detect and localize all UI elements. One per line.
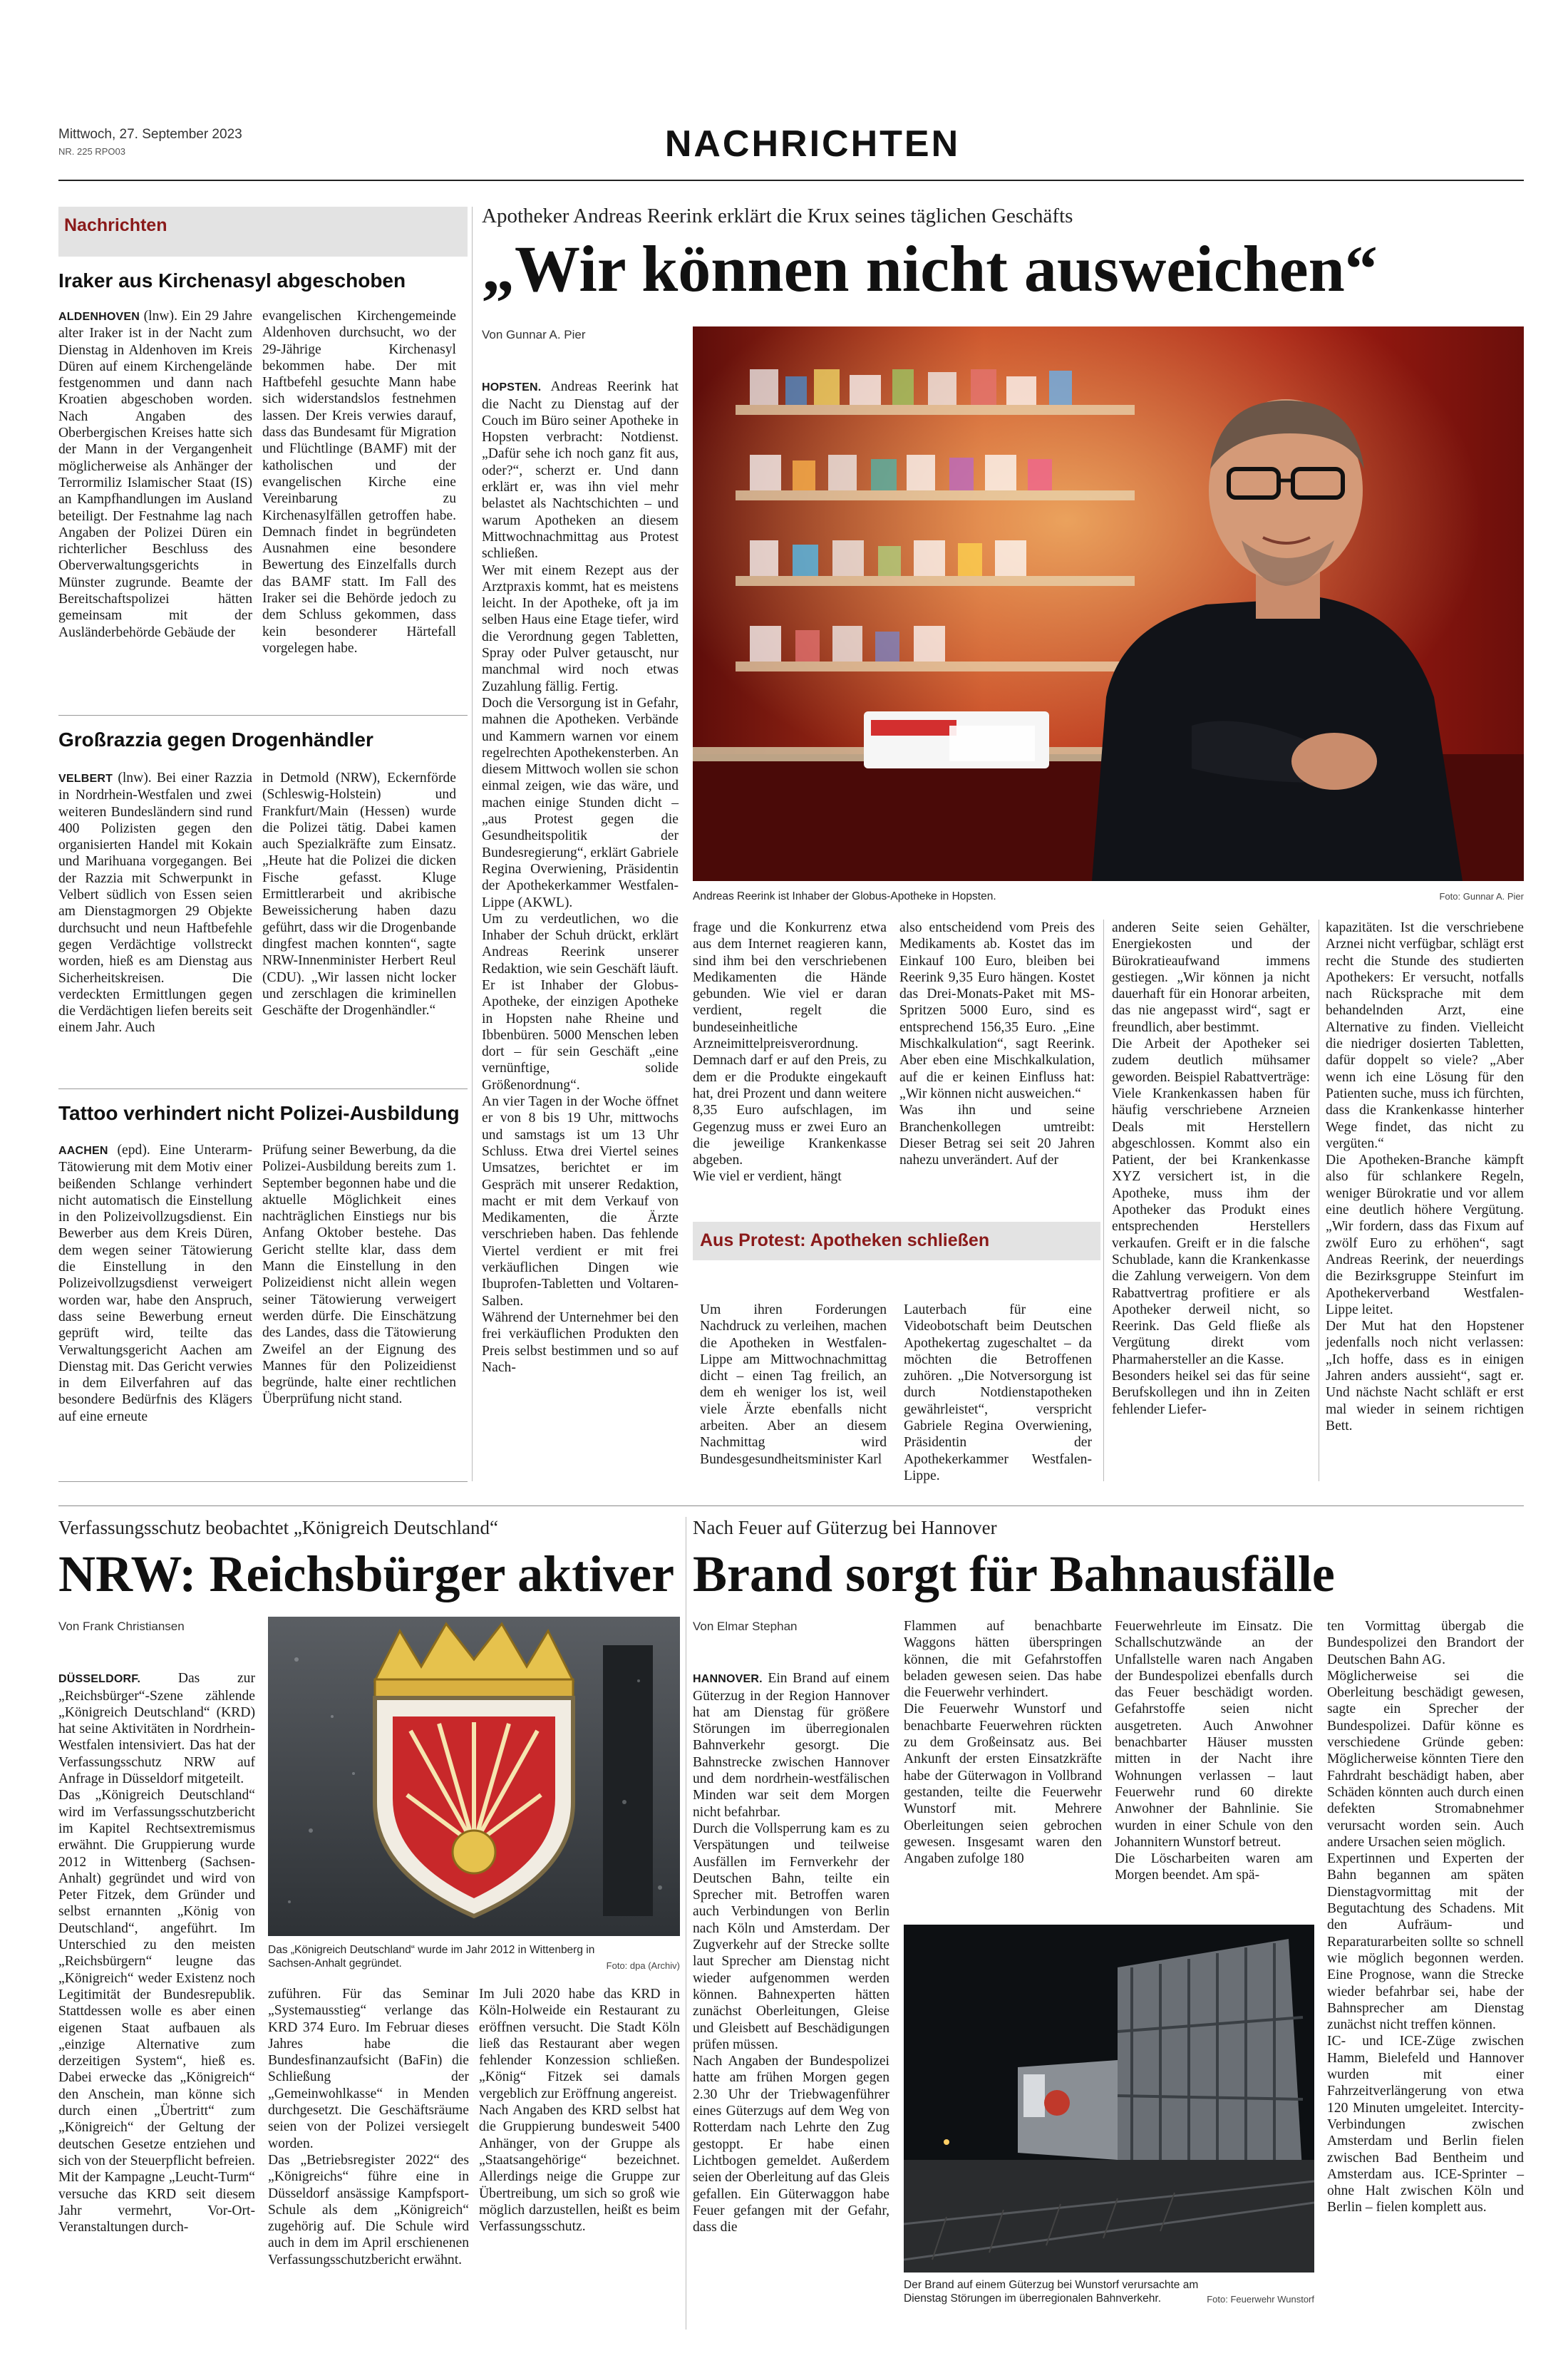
crest-illustration [268,1617,680,1936]
sidebar-item-2-col2: in Detmold (NRW), Eckernförde (Schleswig-Holstein) und Frankfurt/Main (Hessen) wurde die Polizei tätig. Dabei kamen auch Spezialkräfte zum Einsatz. „Heute hat die Polizei die dicken Fische gefasst. Kluge Ermittlerarbeit und akribische Beweissicherung haben dazu geführt, dass wir die Drogenbande dingfest machen konnten“, sagte NRW-Innenminister Herbert Reul (CDU). „Wir lassen nicht locker und zerschlagen die kriminellen Geschäfte der Drogenhändler.“ [262,771,456,1019]
lead-col3: also entscheidend vom Preis des Medikaments ab. Kostet das im Einkauf 100 Euro, bleiben bei Reerink 9,35 Euro hängen. Kostet das Drei-Monats-Paket mit MS-Spritzen 5000 Euro, sind es entsprechend 156,35 Euro. „Eine Mischkalkulation“, sagt Reerink. Aber eben eine Mischkalkulation, auf die er keinen Einfluss hat: „Wir können nicht ausweichen.“ Was ihn und seine Branchenkollegen umtreibt: Dieser Betrag sei seit 20 Jahren nahezu unverändert. Auf der [899,920,1095,1168]
lead-col4: anderen Seite seien Gehälter, Energiekosten und der Bürokratieaufwand immens gestiegen. „Wir können ja nicht dauerhaft für ein Honorar arbeiten, das nie angepasst wird“, sagt er freundlich, aber bestimmt. Die Arbeit der Apotheker sei zudem deutlich mühsamer geworden. Beispiel Rabattverträge: Viele Krankenkassen haben für häufig verschriebene Arzneien Deals mit Herstellern abgeschlossen. Kommt also ein Patient, der bei Krankenkasse XYZ versichert ist, in die Apotheke, muss ihm der Apotheker das Produkt eines entsprechenden Herstellers verkaufen. Greift er in die falsche Schublade, kann die Krankenkasse die Zahlung verweigern. Von dem Rabattvertrag profitiere er als Apotheker derweil nicht, so Reerink. Das Geld fließe als Vergütung direkt vom Pharmahersteller an die Kasse. Besonders heikel sei das für seine Berufskollegen und ihn in Zeiten fehlender Liefer- [1112,920,1310,1417]
train-fire-photo-caption: Der Brand auf einem Güterzug bei Wunstorf verursachte am Dienstag Störungen im überregionalen Bahnverkehr. [904,2279,1199,2305]
sidebar-item-3-text-a: Eine Unterarm-Tätowierung mit dem Motiv einer beißenden Schlange verhindert nicht automatisch die Einstellung in den Polizeivollzugsdienst. Ein Bewerber aus dem Kreis Düren, dem wegen seiner Tätowierung die Einstellung in den Polizeivollzugsdienst verweigert worden war, habe den Anspruch, dass seine Bewerbung erneut geprüft wird, teilte das Verwaltungsgericht Aachen am Dienstag mit. Das Gericht verwies in dem Eilverfahren auf das besondere Bedürfnis des Klägers auf eine erneute [58,1143,252,1424]
train-illustration [904,1925,1314,2273]
section-title: NACHRICHTEN [664,123,961,165]
dateline: AACHEN [58,1145,108,1157]
issue-number: NR. 225 RPO03 [58,146,125,157]
section-rule [58,1505,1524,1506]
train-fire-photo-credit: Foto: Feuerwehr Wunstorf [1207,2294,1314,2305]
koenigreich-photo-caption: Das „Königreich Deutschland“ wurde im Jahr 2012 in Wittenberg in Sachsen-Anhalt gegründet. [268,1944,595,1970]
sidebar-item-2-title: Großrazzia gegen Drogenhändler [58,729,373,751]
reichsbuerger-headline: NRW: Reichsbürger aktiver [58,1545,675,1602]
protest-box-header [693,1222,1100,1260]
dateline: VELBERT [58,773,113,785]
koenigreich-photo [268,1617,680,1936]
bahn-headline: Brand sorgt für Bahnausfälle [693,1545,1335,1602]
agency: (epd). [117,1143,150,1158]
box-divider [1103,920,1104,1481]
sidebar-rule-2 [58,1088,468,1089]
sidebar-item-1-col1 [58,308,252,641]
agency: (lnw). [118,771,152,786]
bahn-col2: Flammen auf benachbarte Waggons hätten überspringen können, die mit Gefahrstoffen beladen gewesen seien. Das habe die Feuerwehr verhindert. Die Feuerwehr Wunstorf und benachbarte Feuerwehren rückten zu dem Großeinsatz aus. Bei Ankunft der ersten Einsatzkräfte habe der Güterwagon in Vollbrand gestanden, teilte die Feuerwehr Wunstorf mit. Mehrere Oberleitungen seien gebrochen gewesen. Insgesamt waren den Angaben zufolge 180 [904,1619,1102,1867]
lead-headline: „Wir können nicht ausweichen“ [482,232,1378,305]
sidebar-label: Nachrichten [64,215,167,235]
sidebar-item-3-col1 [58,1142,252,1425]
sidebar-divider [472,207,473,1481]
lead-kicker: Apotheker Andreas Reerink erklärt die Krux seines täglichen Geschäfts [482,205,1073,227]
sidebar-item-1-text-a: Ein 29 Jahre alter Iraker ist in der Nacht zum Dienstag in Aldenhoven im Kreis Düren auf einem Kirchengelände festgenommen und dann nach Kroatien abgeschoben worden. Nach Angaben des Oberbergischen Kreises hatte sich der Mann in der Vergangenheit möglicherweise als Anhänger der Terrormiliz Islamischer Staat (IS) an Kampfhandlungen im Ausland beteiligt. Der Festnahme lag nach Angaben der Polizei Düren ein richterlicher Beschluss des Oberverwaltungsgerichts in Münster zugrunde. Beamte der Bereitschaftspolizei hätten gemeinsam mit der Ausländerbehörde Gebäude der [58,309,252,640]
lead-col1-text: Andreas Reerink hat die Nacht zu Dienstag auf der Couch im Büro seiner Apotheke in Hopsten verbracht: Notdienst. „Dafür sehe ich noch ganz fit aus, oder?“, scherzt er. Und dann erklärt er, was ihn viel mehr belastet als Nachtschichten – und warum Apotheken an diesem Mittwochnachmittag aus Protest schließen. Wer mit einem Rezept aus der Arztpraxis kommt, hat es meistens leicht. In der Apotheke, oft ja im selben Haus eine Etage tiefer, wird die Verordnung gegen Tabletten, Spray oder Pulver getauscht, nur manchmal wird noch etwas Zuzahlung fällig. Fertig. Doch die Versorgung ist in Gefahr, mahnen die Apotheken. Verbände und Kammern warnen vor einem regelrechten Apothekensterben. An diesem Mittwoch wollen sie schon einmal zeigen, wie das wäre, und machen einige Stunden dicht – „aus Protest gegen die Gesundheitspolitik der Bundesregierung“, erklärt Gabriele Regina Overwiening, Präsidentin der Apothekerkammer Westfalen-Lippe (AKWL). Um zu verdeutlichen, wo die Inhaber der Schuh drückt, erklärt Andreas Reerink unserer Redaktion, wie sein Geschäft läuft. Er ist Inhaber der Globus-Apotheke, der einzigen Apotheke in Hopsten nahe Rheine und Ibbenbüren. 5000 Menschen leben dort – für sein Geschäft „eine vernünftige, solide Größenordnung“. An vier Tagen in der Woche öffnet er von 8 bis 19 Uhr, mittwochs und samstags ist um 13 Uhr Schluss. Etwa drei Viertel seines Umsatzes, berichtet er im Gespräch mit unserer Redaktion, macht er mit dem Verkauf von Medikamenten, die Ärzte verschrieben haben. Das fehlende Viertel verdient er mit frei verkäuflichen Dingen wie Ibuprofen-Tabletten und Voltaren-Salben. Während der Unternehmer bei den frei verkäuflichen Produkten den Preis selbst bestimmen und so auf Nach- [482,379,679,1375]
dateline: DÜSSELDORF. [58,1673,141,1686]
lead-col1 [482,362,679,1376]
dateline: HOPSTEN. [482,381,542,394]
sidebar-item-3-col2: Prüfung seiner Bewerbung, da die Polizei-Ausbildung bereits zum 1. September begonnen habe und die aktuelle Möglichkeit eines nachträglichen Einstiegs nur bis Anfang Oktober bestehe. Das Gericht stellte klar, dass dem Mann die Einstellung in den Polizeidienst nicht allein wegen seiner Tätowierung verweigert werden dürfe. Die Einschätzung des Landes, dass die Tätowierung Zweifel an der Eignung des Mannes für den Polizeidienst begründe, halte einer rechtlichen Überprüfung nicht stand. [262,1143,456,1407]
bahn-col1 [693,1654,889,2235]
bahn-col4: ten Vormittag übergab die Bundespolizei den Brandort der Deutschen Bahn AG. Möglicherweise sei die Oberleitung beschädigt gewesen, sagte ein Sprecher der Bundespolizei. Dafür könne es verschiedene Gründe geben: Möglicherweise könnten Tiere den Fahrdraht beschädigt haben, aber Schäden könnten auch durch einen defekten Stromabnehmer verursacht worden sein. Auch andere Ursachen seien möglich. Expertinnen und Experten der Bahn begannen am späten Dienstagvormittag mit der Begutachtung des Schadens. Mit den Aufräum- und Reparaturarbeiten sollte so schnell wie möglich begonnen werden. Eine Prognose, wann die Strecke wieder befahrbar sei, habe der Bahnsprecher am Dienstag zunächst nicht treffen können. IC- und ICE-Züge zwischen Hamm, Bielefeld und Hannover wurden mit einer Fahrzeitverlängerung von etwa 120 Minuten umgeleitet. Intercity-Verbindungen zwischen Amsterdam und Berlin fielen zwischen Bad Bentheim und Amsterdam aus. ICE-Sprinter – ohne Halt zwischen Köln und Berlin – fielen komplett aus. [1327,1619,1524,2215]
reichsbuerger-col1 [58,1654,255,2235]
pharmacist-photo-credit: Foto: Gunnar A. Pier [1439,891,1524,902]
protest-box-title: Aus Protest: Apotheken schließen [700,1230,990,1250]
train-fire-photo [904,1925,1314,2273]
reichsbuerger-col3: Im Juli 2020 habe das KRD in Köln-Holweide ein Restaurant zu eröffnen versucht. Die Stadt Köln ließ das Restaurant aber wegen fehlender Konzession schließen. „König“ Fitzek sei damals vergeblich zur Eröffnung angereist. Nach Angaben des KRD selbst hat die Gruppierung bundesweit 5400 Anhänger, von der Gruppe als „Staatsangehörige“ bezeichnet. Allerdings neige die Gruppe zur Übertreibung, um sich so groß wie möglich darzustellen, heißt es beim Verfassungsschutz. [479,1987,680,2235]
sidebar-item-2-col1 [58,770,252,1036]
sidebar-item-1-col2: evangelischen Kirchengemeinde Aldenhoven durchsucht, wo der 29-Jährige Kirchenasyl bekommen habe. Der mit Haftbefehl gesuchte Mann habe sich widerstandslos festnehmen lassen. Der Kreis verwies darauf, dass das Bundesamt für Migration und Flüchtlinge (BAMF) mit der katholischen und der evangelischen Kirche eine Vereinbarung zu Kirchenasylfällen getroffen habe. Demnach findet in begründeten Ausnahmen eine besondere Bewertung des Einzelfalls durch das BAMF statt. Im Fall des Iraker sei die Behörde jedoch zu dem Schluss gekommen, dass kein besonderer Härtefall vorgelegen habe. [262,309,456,656]
pharmacist-photo-caption: Andreas Reerink ist Inhaber der Globus-Apotheke in Hopsten. [693,890,996,902]
sidebar-label-bar [58,207,468,257]
reichsbuerger-byline: Von Frank Christiansen [58,1620,185,1633]
sidebar-item-3-title: Tattoo verhindert nicht Polizei-Ausbildung [58,1102,460,1124]
dateline: HANNOVER. [693,1673,763,1686]
protest-box-col1: Um ihren Forderungen Nachdruck zu verleihen, machen die Apotheken in Westfalen-Lippe am Mittwochnachmittag dicht – einen Tag freilich, an dem eh weniger los ist, weil viele Ärzte ebenfalls nicht arbeiten. Aber an diesem Nachmittag wird Bundesgesundheitsminister Karl [700,1302,887,1467]
agency: (lnw). [143,309,177,324]
reichsbuerger-kicker: Verfassungsschutz beobachtet „Königreich Deutschland“ [58,1517,499,1538]
protest-box-col2: Lauterbach für eine Videobotschaft beim Deutschen Apothekertag zugeschaltet – da möchten die Betroffenen zuhören. „Die Notversorgung ist durch Notdienstapotheken gewährleistet“, verspricht Gabriele Regina Overwiening, Präsidentin der Apothekerkammer Westfalen-Lippe. [904,1302,1092,1483]
koenigreich-photo-credit: Foto: dpa (Archiv) [606,1960,680,1971]
masthead-rule [58,180,1524,181]
reichsbuerger-col1-text: Das zur „Reichsbürger“-Szene zählende „Königreich Deutschland“ (KRD) hat seine Aktivitäten in Nordrhein-Westfalen intensiviert. Das hat der Verfassungsschutz NRW auf Anfrage in Düsseldorf mitgeteilt. Das „Königreich Deutschland“ wird im Verfassungsschutzbericht im Kapitel Rechtsextremismus erwähnt. Die Gruppierung wurde 2012 in Wittenberg (Sachsen-Anhalt) gegründet und wird von Peter Fitzek, dem Gründer und selbst ernannten „König von Deutschland“, angeführt. Im Unterschied zu den meisten „Reichsbürgern“ leugne das „Königreich“ weder Existenz noch Legitimität der Bundesrepublik. Stattdessen wolle es aber einen eigenen Staat aufbauen als „einzige Alternative zum derzeitigen System“, hieß es. Dabei erwecke das „Königreich“ den Anschein, man könne sich durch einen „Übertritt“ zum „Königreich“ der Geltung der deutschen Gesetze entziehen und sich von der Steuerpflicht befreien. Mit der Kampagne „Leucht-Turm“ versuche das KRD seit diesem Jahr vermehrt, Vor-Ort-Veranstaltungen durch- [58,1671,255,2235]
pharmacist-photo [693,326,1524,881]
issue-date: Mittwoch, 27. September 2023 [58,127,242,142]
sidebar-rule-1 [58,715,468,716]
sidebar-item-1-title: Iraker aus Kirchenasyl abgeschoben [58,269,406,292]
dateline: ALDENHOVEN [58,311,140,323]
bahn-kicker: Nach Feuer auf Güterzug bei Hannover [693,1517,997,1538]
sidebar-item-2-text-a: Bei einer Razzia in Nordrhein-Westfalen und zwei weiteren Bundesländern sind rund 400 Polizisten gegen den organisierten Handel mit Kokain und Marihuana vorgegangen. Bei der Razzia mit Schwerpunkt in Velbert südlich von Essen seien am Dienstagmorgen 29 Objekte durchsucht und neun Haftbefehle gegen Verdächtige vollstreckt worden, hieß es am Dienstag aus Sicherheitskreisen. Die verdeckten Ermittlungen gegen die Verdächtigen liefen bereits seit einem Jahr. Auch [58,771,253,1036]
bahn-col3: Feuerwehrleute im Einsatz. Die Schallschutzwände an der Unfallstelle waren nach Angaben der Bundespolizei ebenfalls durch das Feuer beschädigt worden. Gefahrstoffe seien nicht ausgetreten. Auch Anwohner benachbarter Häuser mussten mitten in der Nacht ihre Wohnungen verlassen – laut Feuerwehr rund 60 direkte Anwohner der Bahnlinie. Sie wurden in einer Schule von den Johannitern Wunstorf betreut. Die Löscharbeiten waren am Morgen beendet. Am spä- [1115,1619,1313,1883]
sidebar-bottom-rule [58,1481,468,1482]
lead-byline: Von Gunnar A. Pier [482,328,586,341]
bahn-byline: Von Elmar Stephan [693,1620,798,1633]
pharmacist-illustration [693,326,1524,881]
lead-col5: kapazitäten. Ist die verschriebene Arznei nicht verfügbar, schlägt erst recht die Stunde des studierten Apothekers: Er versucht, notfalls nach Rücksprache mit dem behandelnden Arzt, eine Alternative zu finden. Vielleicht die niedriger dosierten Tabletten, dafür doppelt so viele? „Aber wenn ich eine Lösung für den Patienten suche, muss ich fürchten, dass die Krankenkasse hinterher Wege findet, das nicht zu vergüten.“ Die Apotheken-Branche kämpft also für schlankere Regeln, weniger Bürokratie und vor allem eine deutlich höhere Vergütung. „Wir fordern, dass das Fixum auf zwölf Euro zu erhöhen“, sagt Andreas Reerink, der neuerdings die Bezirksgruppe Steinfurt im Apothekerverband Westfalen-Lippe leitet. Der Mut hat den Hopstener jedenfalls noch nicht verlassen: „Ich hoffe, dass es in einigen Jahren anders aussieht“, sagt er. Und nächste Nacht schläft er erst mal wieder in seinem richtigen Bett. [1326,920,1524,1434]
bahn-col1-text: Ein Brand auf einem Güterzug in der Region Hannover hat am Dienstag für größere Störungen im überregionalen Bahnverkehr gesorgt. Die Bahnstrecke zwischen Hannover und dem nordrhein-westfälischen Minden war seit dem Morgen nicht befahrbar. Durch die Vollsperrung kam es zu Verspätungen und teilweise Ausfällen im Fernverkehr der Deutschen Bahn, teilte ein Sprecher mit. Betroffen waren auch Verbindungen von Berlin nach Köln und Amsterdam. Der Zugverkehr auf der Strecke sollte laut Sprecher am Dienstag nicht wieder aufgenommen werden können. Bahnexperten hätten zunächst Oberleitungen, Gleise und Gleisbett auf Beschädigungen prüfen müssen. Nach Angaben der Bundespolizei hatte am frühen Morgen gegen 2.30 Uhr der Triebwagenführer eines Güterzugs auf dem Weg von Rotterdam nach Lehrte den Zug gestoppt. Er habe einen Lichtbogen gemeldet. Außerdem seien der Oberleitung auf das Gleis gefallen. Ein Güterwaggon habe Feuer gefangen mit der Gefahr, dass die [693,1671,889,2235]
reichsbuerger-col2: zuführen. Für das Seminar „Systemausstieg“ verlange das KRD 374 Euro. Im Februar dieses Jahres habe die Bundesfinanzaufsicht (BaFin) die Schließung der „Gemeinwohlkasse“ in Menden durchgesetzt. Die Geschäftsräume seien von der Polizei versiegelt worden. Das „Betriebsregister 2022“ des „Königreichs“ führe eine in Düsseldorf ansässige Kampfsport-Schule als dem „Königreich“ zugehörig auf. Die Schule wird auch in dem im April erschienenen Verfassungsschutzbericht erwähnt. [268,1987,469,2268]
lead-col2: frage und die Konkurrenz etwa aus dem Internet reagieren kann, sind ihm bei den verschriebenen Medikamenten die Hände gebunden. Wie viel er daran verdient, regelt die bundeseinheitliche Arzneimittelpreisverordnung. Demnach darf er auf den Preis, zu dem er die Produkte eingekauft hat, drei Prozent und dann weitere 8,35 Euro aufschlagen, im Gegenzug muss er zwei Euro an die jeweilige Krankenkasse abgeben. Wie viel er verdient, hängt [693,920,887,1185]
